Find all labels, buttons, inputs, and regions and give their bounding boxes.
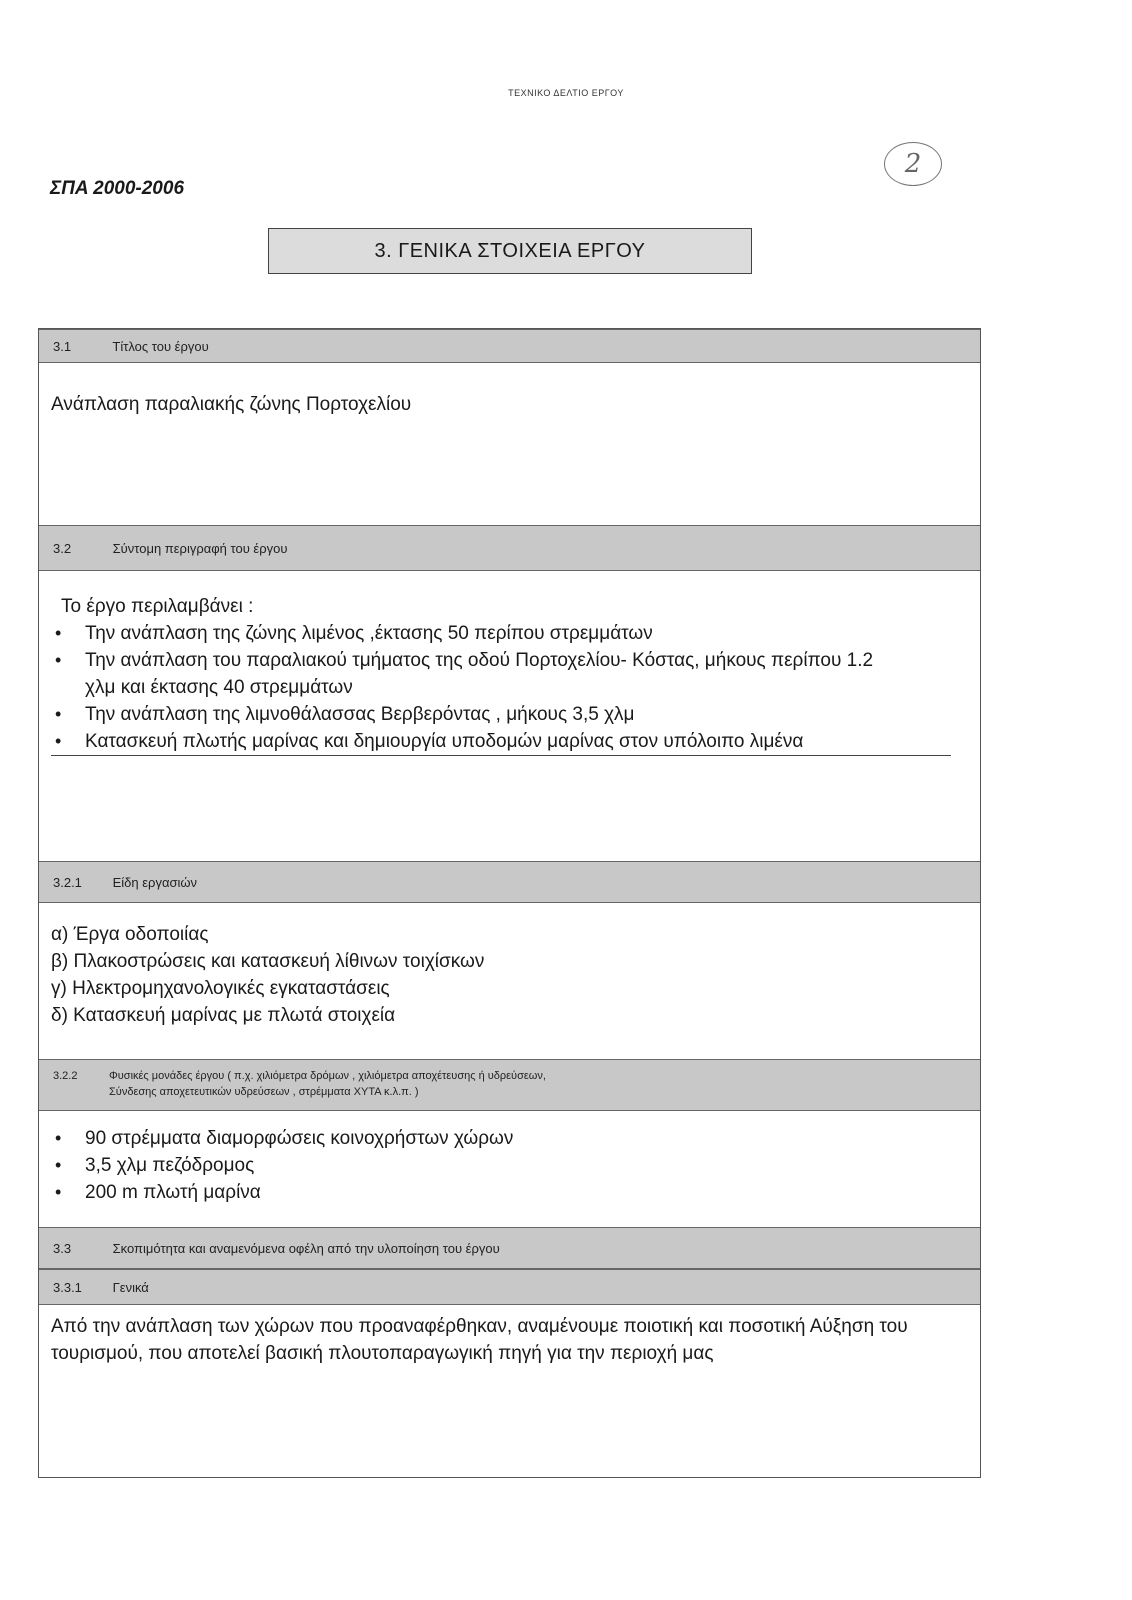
list-item: δ) Κατασκευή μαρίνας με πλωτά στοιχεία [51,1005,396,1026]
section-3-2-1-header [39,861,980,903]
list-item: • Την ανάπλαση της λιμνοθάλασσας Βερβερόντας , μήκους 3,5 χλμ [51,701,951,728]
section-number: 3.3.1 [53,1280,82,1295]
section-number: 3.2.1 [53,875,82,890]
project-title-value: Ανάπλαση παραλιακής ζώνης Πορτοχελίου [51,394,412,415]
section-3-2-2-header [39,1059,980,1111]
section-number: 3.3 [53,1241,72,1256]
description-list [51,620,951,756]
section-label: Είδη εργασιών [112,875,198,890]
section-label-line: Σύνδεσης αποχετευτικών υδρεύσεων , στρέμματα ΧΥΤΑ κ.λ.π. ) [109,1086,419,1098]
section-3-3-header [39,1227,980,1269]
list-item: γ) Ηλεκτρομηχανολογικές εγκαταστάσεις [51,978,390,999]
section-3-1-header [39,329,980,363]
list-item: • Την ανάπλαση της ζώνης λιμένος ,έκτασης 50 περίπου στρεμμάτων [51,620,951,647]
section-3-3-1-header [39,1269,980,1305]
description-intro: Το έργο περιλαμβάνει : [61,596,254,617]
program-title: ΣΠΑ 2000-2006 [50,178,185,199]
benefits-text: Από την ανάπλαση των χώρων που προαναφέρθηκαν, αναμένουμε ποιοτική και ποσοτική Αύξηση του τουρισμού, που αποτελεί βασική πλουτοπαραγωγική πηγή για την περιοχή μας [51,1316,908,1364]
physical-units-block [51,1125,513,1206]
list-item: β) Πλακοστρώσεις και κατασκευή λίθινων τοιχίσκων [51,951,485,972]
list-item: • 3,5 χλμ πεζόδρομος [51,1152,513,1179]
section-title: 3. ΓΕΝΙΚΑ ΣΤΟΙΧΕΙΑ ΕΡΓΟΥ [268,228,752,274]
section-3-2-header [39,525,980,571]
page-header: ΤΕΧΝΙΚΟ ΔΕΛΤΙΟ ΕΡΓΟΥ [508,88,624,98]
list-item: • 200 m πλωτή μαρίνα [51,1179,513,1206]
list-item: • Κατασκευή πλωτής μαρίνας και δημιουργία υποδομών μαρίνας στον υπόλοιπο λιμένα [51,728,951,756]
section-label: Σκοπιμότητα και αναμενόμενα οφέλη από την υλοποίηση του έργου [112,1241,500,1256]
project-form [38,328,981,1478]
section-label [109,1068,546,1100]
section-label-row [53,1068,980,1100]
list-item: • 90 στρέμματα διαμορφώσεις κοινοχρήστων χώρων [51,1125,513,1152]
description-block [51,593,951,756]
section-number: 3.1 [53,339,72,354]
work-types-block [51,921,484,1029]
section-label: Γενικά [112,1280,149,1295]
section-label-line: Φυσικές μονάδες έργου ( π.χ. χιλιόμετρα δρόμων , χιλιόμετρα αποχέτευσης ή υδρεύσεων, [109,1070,546,1082]
section-number: 3.2 [53,541,72,556]
physical-units-list [51,1125,513,1206]
section-label: Σύντομη περιγραφή του έργου [112,541,288,556]
section-label: Τίτλος του έργου [112,339,209,354]
list-item: α) Έργα οδοποιίας [51,924,209,945]
list-item: • Την ανάπλαση του παραλιακού τμήματος της οδού Πορτοχελίου- Κόστας, μήκους περίπου 1.2 χλμ και έκτασης 40 στρεμμάτων [51,647,905,701]
section-number: 3.2.2 [53,1070,78,1082]
handwritten-page-number: 2 [884,142,942,186]
